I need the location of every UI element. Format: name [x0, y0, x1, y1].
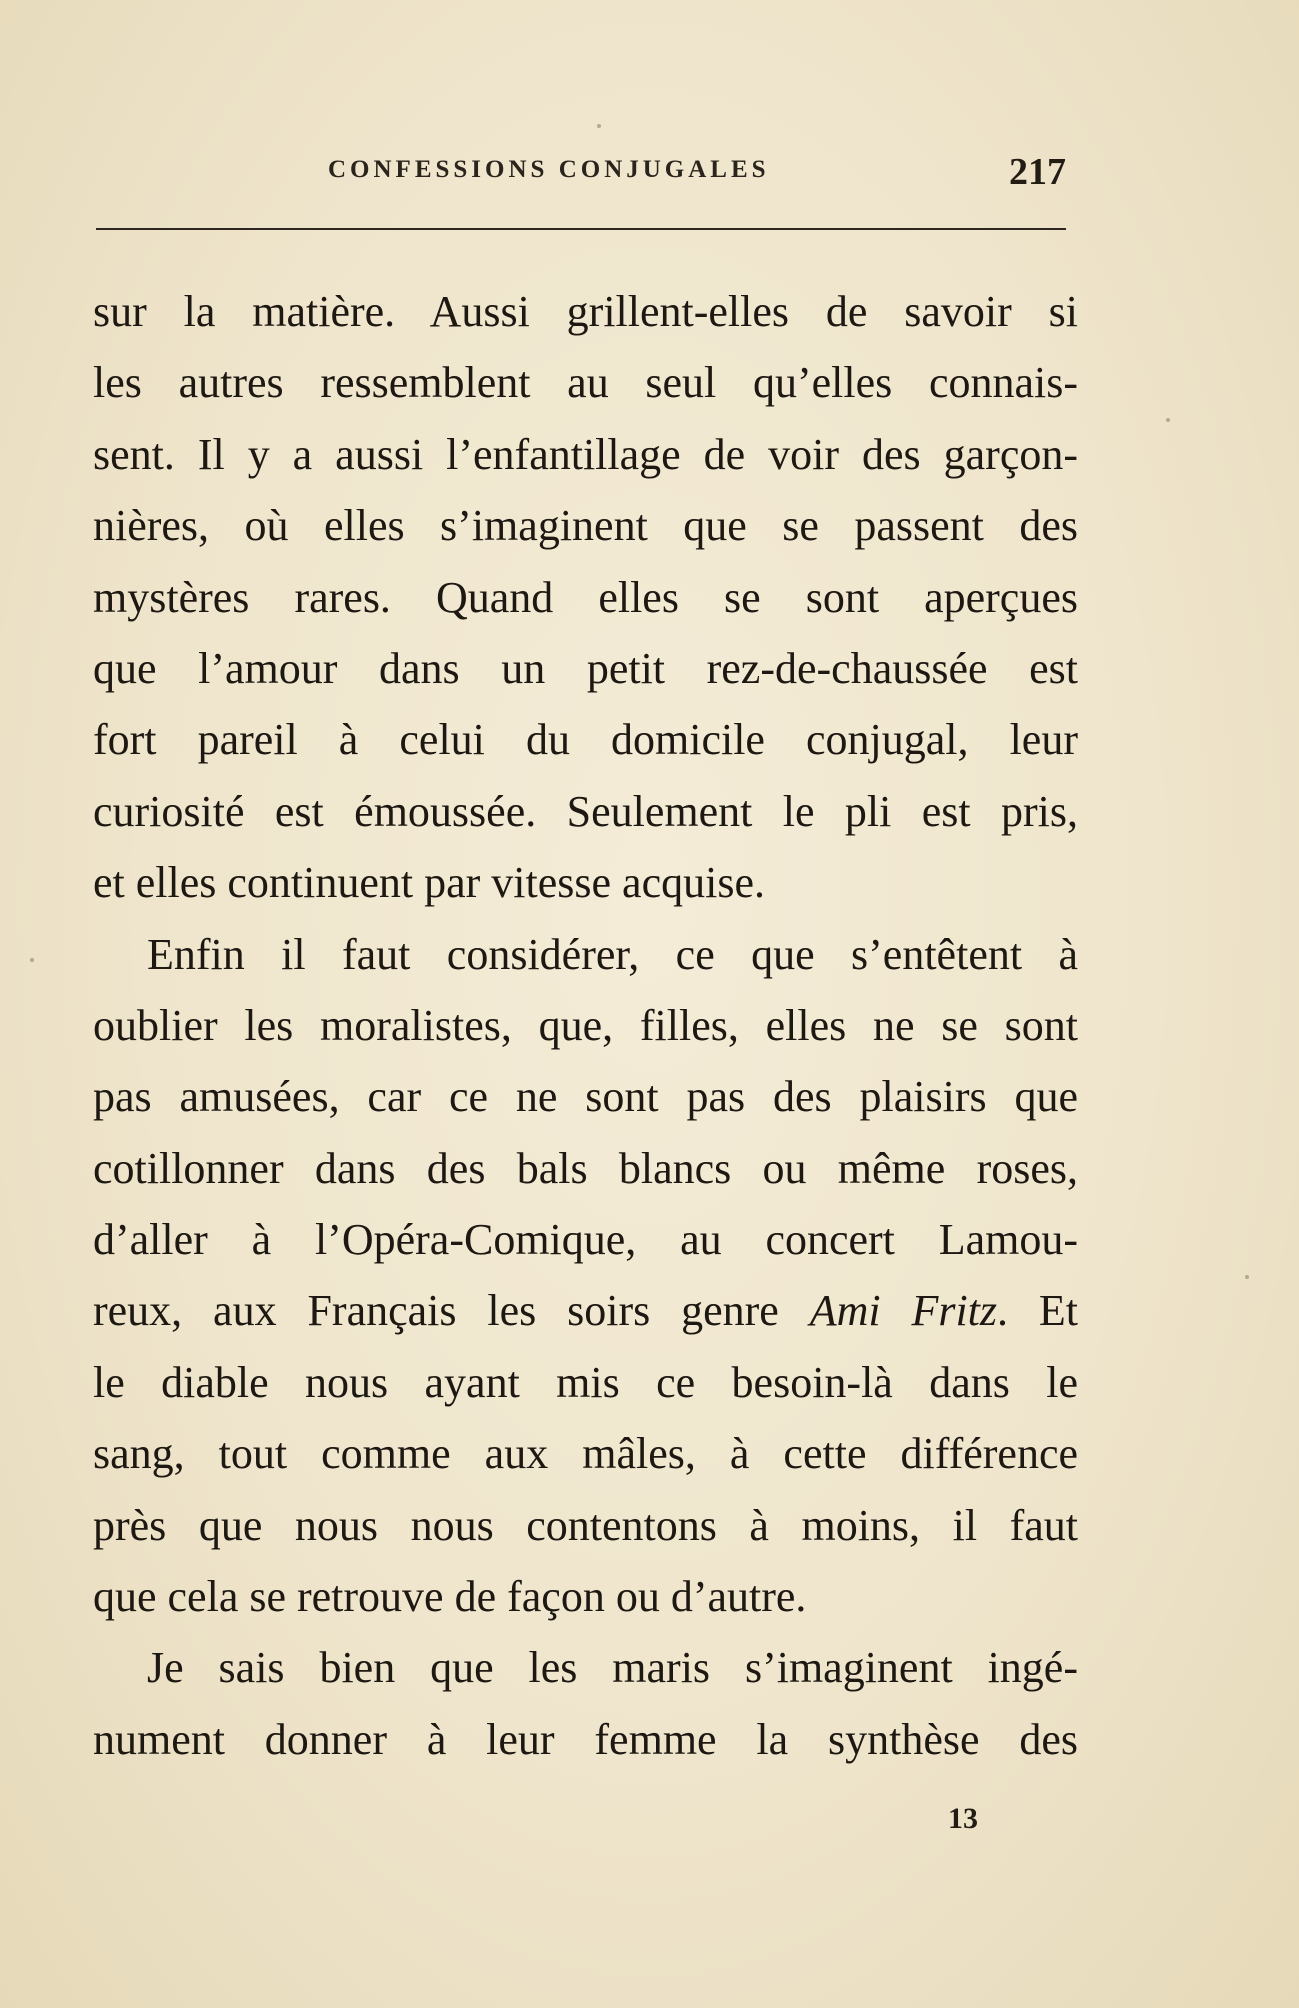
- text-run: oublier les moralistes, que, filles, elles ne se sont: [93, 1000, 1078, 1050]
- text-run: Enfin il faut considérer, ce que s’entêtent à: [147, 929, 1078, 979]
- text-run: et elles continuent par vitesse acquise.: [93, 858, 765, 908]
- text-line: [93, 1061, 1078, 1132]
- text-line: [93, 1704, 1078, 1775]
- text-line: [93, 1204, 1078, 1275]
- text-run: les autres ressemblent au seul qu’elles connais-: [93, 358, 1078, 408]
- text-run: sur la matière. Aussi grillent-elles de savoir si: [93, 287, 1078, 336]
- text-run: Je sais bien que les maris s’imaginent ingé-: [147, 1643, 1078, 1693]
- running-title: CONFESSIONS CONJUGALES: [328, 156, 770, 183]
- text-line-paragraph-start: [93, 1632, 1078, 1703]
- text-run: nument donner à leur femme la synthèse des: [93, 1714, 1078, 1764]
- text-run: fort pareil à celui du domicile conjugal, leur: [93, 715, 1078, 765]
- text-run: reux, aux Français les soirs genre: [93, 1286, 810, 1336]
- header-rule: [96, 228, 1066, 230]
- signature-mark: 13: [948, 1802, 978, 1835]
- text-line: [93, 276, 1078, 347]
- italic-title: Ami Fritz: [809, 1286, 998, 1336]
- running-head: [96, 150, 1066, 193]
- text-run: d’aller à l’Opéra-Comique, au concert Lamou-: [93, 1215, 1078, 1265]
- text-line: [93, 776, 1078, 847]
- text-line-paragraph-start: [93, 919, 1078, 990]
- text-run: nières, où elles s’imaginent que se passent des: [93, 501, 1078, 551]
- text-run: pas amusées, car ce ne sont pas des plaisirs que: [93, 1072, 1078, 1122]
- text-run: près que nous nous contentons à moins, il faut: [93, 1500, 1078, 1550]
- text-run: sang, tout comme aux mâles, à cette différence: [93, 1429, 1078, 1479]
- text-line: [93, 1490, 1078, 1561]
- text-line: [93, 990, 1078, 1061]
- paper-speck: [597, 124, 601, 128]
- text-run: mystères rares. Quand elles se sont aperçues: [93, 572, 1078, 622]
- paper-speck: [1245, 1275, 1249, 1279]
- text-run: que l’amour dans un petit rez-de-chaussée est: [93, 643, 1078, 693]
- paper-speck: [30, 958, 34, 962]
- text-line: [93, 490, 1078, 561]
- text-line: [93, 1418, 1078, 1489]
- text-run: le diable nous ayant mis ce besoin-là dans le: [93, 1357, 1078, 1407]
- text-line: [93, 1347, 1078, 1418]
- text-line: [93, 562, 1078, 633]
- text-line-paragraph-end: [93, 1561, 1078, 1632]
- text-line: [93, 347, 1078, 418]
- text-line-paragraph-end: [93, 847, 1078, 918]
- text-run: curiosité est émoussée. Seulement le pli est pris,: [93, 786, 1078, 836]
- text-line: [93, 419, 1078, 490]
- text-line: [93, 1275, 1078, 1346]
- body-text: [93, 276, 1078, 1775]
- text-line: [93, 704, 1078, 775]
- text-run: que cela se retrouve de façon ou d’autre.: [93, 1572, 807, 1622]
- page-number: 217: [1009, 151, 1066, 193]
- text-run: cotillonner dans des bals blancs ou même roses,: [93, 1143, 1078, 1193]
- text-run: . Et: [997, 1286, 1079, 1336]
- text-line: [93, 633, 1078, 704]
- paper-speck: [1166, 418, 1170, 422]
- text-run: sent. Il y a aussi l’enfantillage de voir des garçon-: [93, 429, 1078, 479]
- text-line: [93, 1133, 1078, 1204]
